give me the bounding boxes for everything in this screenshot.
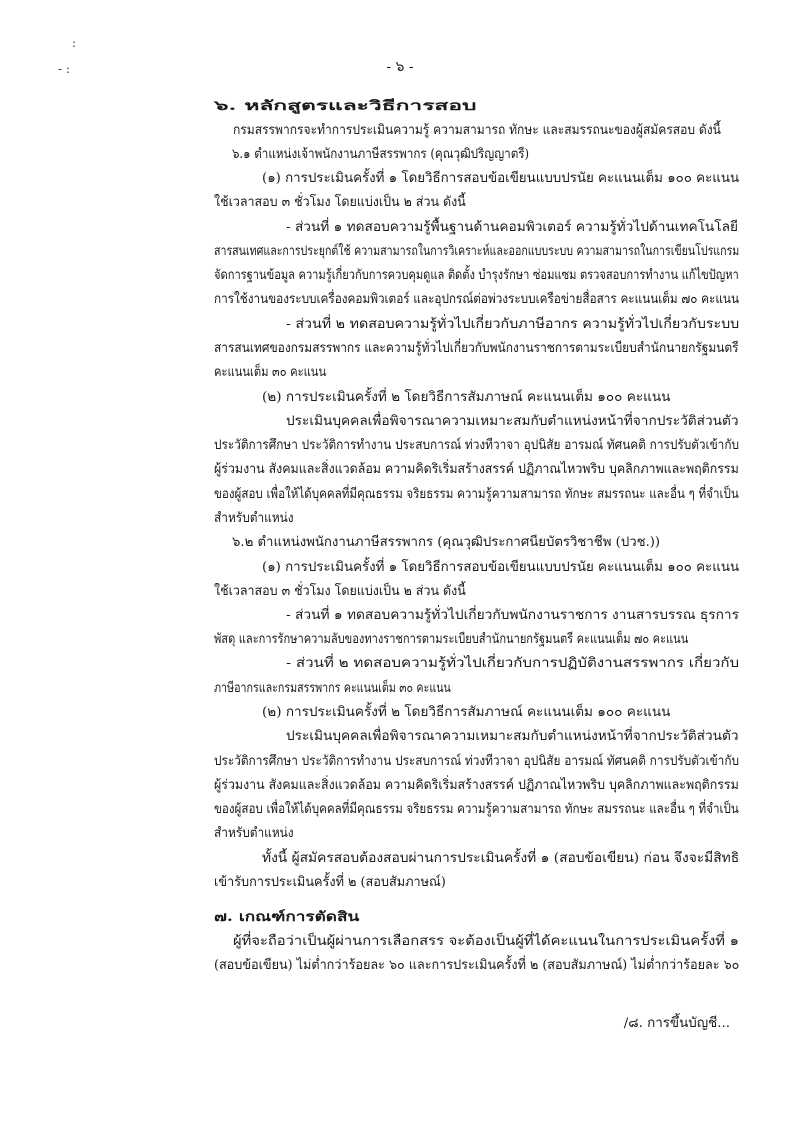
s61-part1-line2: สารสนเทศและการประยุกต์ใช้ ความสามารถในการวิเคราะห์และออกแบบระบบ ความสามารถในการเขียนโปรแกรม xyxy=(214,244,740,259)
s61-part1-line1: - ส่วนที่ ๑ ทดสอบความรู้พื้นฐานด้านคอมพิวเตอร์ ความรู้ทั่วไปด้านเทคโนโลยี xyxy=(286,220,738,235)
section7-line1: ผู้ที่จะถือว่าเป็นผู้ผ่านการเลือกสรร จะต้องเป็นผู้ที่ได้คะแนนในการประเมินครั้งที่ ๑ xyxy=(233,934,740,949)
s62-round2-line1: (๒) การประเมินครั้งที่ ๒ โดยวิธีการสัมภาษณ์ คะแนนเต็ม ๑๐๐ คะแนน xyxy=(262,705,671,720)
s62-round2-line6: สำหรับตำแหน่ง xyxy=(214,826,294,841)
s61-round2-line4: ผู้ร่วมงาน สังคมและสิ่งแวดล้อม ความคิดริเริ่มสร้างสรรค์ ปฏิภาณไหวพริบ บุคลิกภาพและพฤติกรรม xyxy=(214,462,739,477)
s62-part2-line2: ภาษีอากรและกรมสรรพากร คะแนนเต็ม ๓๐ คะแนน xyxy=(214,681,451,696)
section6-intro: กรมสรรพากรจะทำการประเมินความรู้ ความสามารถ ทักษะ และสมรรถนะของผู้สมัครสอบ ดังนี้ xyxy=(233,123,721,138)
s61-round2-line6: สำหรับตำแหน่ง xyxy=(214,511,294,526)
s61-round2-line3: ประวัติการศึกษา ประวัติการทำงาน ประสบการณ์ ท่วงทีวาจา อุปนิสัย อารมณ์ ทัศนคติ การปรับตัวเข้ากับ xyxy=(214,438,739,453)
footer-next-section: /๘. การขึ้นบัญชี... xyxy=(623,1016,730,1031)
s62-part1-line2: พัสดุ และการรักษาความลับของทางราชการตามระเบียบสำนักนายกรัฐมนตรี คะแนนเต็ม ๗๐ คะแนน xyxy=(214,632,689,647)
s62-round1-line1: (๑) การประเมินครั้งที่ ๑ โดยวิธีการสอบข้อเขียนแบบปรนัย คะแนนเต็ม ๑๐๐ คะแนน xyxy=(262,560,740,575)
s62-part2-line1: - ส่วนที่ ๒ ทดสอบความรู้ทั่วไปเกี่ยวกับการปฏิบัติงานสรรพากร เกี่ยวกับ xyxy=(286,656,740,671)
section6-note-line1: ทั้งนี้ ผู้สมัครสอบต้องสอบผ่านการประเมินครั้งที่ ๑ (สอบข้อเขียน) ก่อน จึงจะมีสิทธิ xyxy=(262,851,740,866)
s61-round1-line1: (๑) การประเมินครั้งที่ ๑ โดยวิธีการสอบข้อเขียนแบบปรนัย คะแนนเต็ม ๑๐๐ คะแนน xyxy=(262,171,740,186)
section7-heading: ๗. เกณฑ์การตัดสิน xyxy=(214,909,360,925)
s61-round1-line2: ใช้เวลาสอบ ๓ ชั่วโมง โดยแบ่งเป็น ๒ ส่วน ดังนี้ xyxy=(214,195,466,210)
section6-note-line2: เข้ารับการประเมินครั้งที่ ๒ (สอบสัมภาษณ์) xyxy=(214,875,446,890)
s62-round1-line2: ใช้เวลาสอบ ๓ ชั่วโมง โดยแบ่งเป็น ๒ ส่วน ดังนี้ xyxy=(214,584,466,599)
s61-round2-line1: (๒) การประเมินครั้งที่ ๒ โดยวิธีการสัมภาษณ์ คะแนนเต็ม ๑๐๐ คะแนน xyxy=(262,390,671,405)
s61-part2-line1: - ส่วนที่ ๒ ทดสอบความรู้ทั่วไปเกี่ยวกับภาษีอากร ความรู้ทั่วไปเกี่ยวกับระบบ xyxy=(286,317,740,332)
s62-round2-line2: ประเมินบุคคลเพื่อพิจารณาความเหมาะสมกับตำแหน่งหน้าที่จากประวัติส่วนตัว xyxy=(286,729,739,744)
s61-round2-line5: ของผู้สอบ เพื่อให้ได้บุคคลที่มีคุณธรรม จริยธรรม ความรู้ความสามารถ ทักษะ สมรรถนะ และอื่น ๆ ที่จำเป็น xyxy=(214,487,739,502)
margin-mark-bottom: - : xyxy=(58,62,70,76)
page-number: - ๖ - xyxy=(386,59,414,75)
margin-mark-top: : xyxy=(72,36,77,50)
s61-round2-line2: ประเมินบุคคลเพื่อพิจารณาความเหมาะสมกับตำแหน่งหน้าที่จากประวัติส่วนตัว xyxy=(286,414,739,429)
section7-line2: (สอบข้อเขียน) ไม่ต่ำกว่าร้อยละ ๖๐ และการประเมินครั้งที่ ๒ (สอบสัมภาษณ์) ไม่ต่ำกว่าร้อยละ ๖๐ xyxy=(214,958,740,973)
s61-part2-line2: สารสนเทศของกรมสรรพากร และความรู้ทั่วไปเกี่ยวกับพนักงานราชการตามระเบียบสำนักนายกรัฐมนตรี xyxy=(214,341,739,356)
section6-heading: ๖. หลักสูตรและวิธีการสอบ xyxy=(214,98,477,114)
s62-round2-line5: ของผู้สอบ เพื่อให้ได้บุคคลที่มีคุณธรรม จริยธรรม ความรู้ความสามารถ ทักษะ สมรรถนะ และอื่น ๆ ที่จำเป็น xyxy=(214,802,739,817)
s62-round2-line4: ผู้ร่วมงาน สังคมและสิ่งแวดล้อม ความคิดริเริ่มสร้างสรรค์ ปฏิภาณไหวพริบ บุคลิกภาพและพฤติกรรม xyxy=(214,778,739,793)
s61-part2-line3: คะแนนเต็ม ๓๐ คะแนน xyxy=(214,365,327,380)
s61-part1-line4: การใช้งานของระบบเครื่องคอมพิวเตอร์ และอุปกรณ์ต่อพ่วงระบบเครือข่ายสื่อสาร คะแนนเต็ม ๗๐ คะแนน xyxy=(214,292,739,307)
s62-title: ๖.๒ ตำแหน่งพนักงานภาษีสรรพากร (คุณวุฒิประกาศนียบัตรวิชาชีพ (ปวช.)) xyxy=(232,535,661,550)
s61-part1-line3: จัดการฐานข้อมูล ความรู้เกี่ยวกับการควบคุมดูแล ติดตั้ง บำรุงรักษา ซ่อมแซม ตรวจสอบการทำงาน แก้ไขปัญหา xyxy=(214,268,739,283)
s62-part1-line1: - ส่วนที่ ๑ ทดสอบความรู้ทั่วไปเกี่ยวกับพนักงานราชการ งานสารบรรณ ธุรการ xyxy=(286,608,739,623)
s61-title: ๖.๑ ตำแหน่งเจ้าพนักงานภาษีสรรพากร (คุณวุฒิปริญญาตรี) xyxy=(232,147,530,162)
s62-round2-line3: ประวัติการศึกษา ประวัติการทำงาน ประสบการณ์ ท่วงทีวาจา อุปนิสัย อารมณ์ ทัศนคติ การปรับตัวเข้ากับ xyxy=(214,754,739,769)
